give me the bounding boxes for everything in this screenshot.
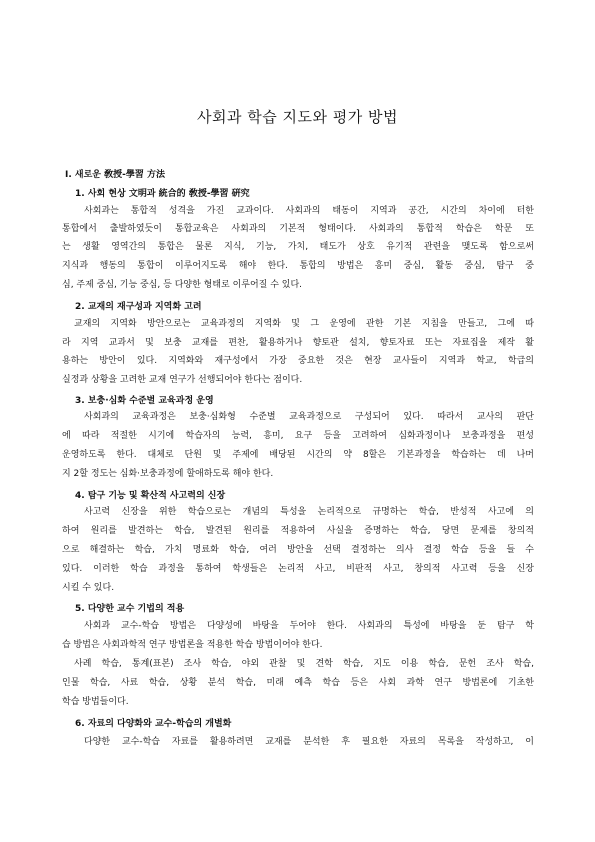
part-heading: Ⅰ. 새로운 敎授-學習 方法 — [65, 170, 165, 180]
paragraph-line: 사회과의 교육과정은 보충·심화형 수준별 교육과정으로 구성되어 있다. 따라서 교사의 판단 — [84, 412, 534, 422]
section-heading-1: 1. 사회 현상 文明과 統合的 敎授-學習 硏究 — [75, 189, 250, 199]
paragraph-line: 지 2할 정도는 심화·보충과정에 할애하도록 해야 한다. — [62, 469, 274, 479]
document-title: 사회과 학습 지도와 평가 방법 — [197, 108, 398, 126]
paragraph-line: 라 지역 교과서 및 보충 교재를 편찬, 활용하거나 향토관 설치, 향토자료 또는 자료집을 제작 활 — [62, 338, 534, 348]
paragraph-line: 하여 원리를 발견하는 학습, 발견된 원리를 적용하여 사실을 증명하는 학습, 당면 문제를 창의적 — [62, 526, 534, 536]
section-heading-6: 6. 자료의 다양화와 교수-학습의 개별화 — [75, 719, 232, 729]
paragraph-line: 으로 해결하는 학습, 가치 명료화 학습, 여러 방안을 선택 결정하는 의사 결정 학습 등을 들 수 — [62, 545, 534, 555]
paragraph-line: 는 생활 영역간의 통합은 물론 지식, 기능, 가치, 태도가 상호 유기적 관련을 맺도록 함으로써 — [62, 242, 534, 252]
paragraph-line: 사례 학습, 통계(표본) 조사 학습, 야외 관찰 및 견학 학습, 지도 이용 학습, 문헌 조사 학습, — [74, 659, 534, 669]
paragraph-line: 인물 학습, 사료 학습, 상황 분석 학습, 미래 예측 학습 등은 사회 과학 연구 방법론에 기초한 — [62, 678, 534, 688]
paragraph-line: 사고력 신장을 위한 학습으로는 개념의 특성을 논리적으로 규명하는 학습, 반성적 사고에 의 — [84, 507, 534, 517]
paragraph-line: 운영하도록 한다. 대체로 단원 및 주제에 배당된 시간의 약 8할은 기본과정을 학습하는 데 나머 — [62, 450, 534, 460]
section-heading-5: 5. 다양한 교수 기법의 적용 — [75, 604, 185, 614]
section-heading-2: 2. 교재의 재구성과 지역화 고려 — [75, 302, 202, 312]
paragraph-line: 에 따라 적절한 시기에 학습자의 능력, 흥미, 요구 등을 고려하여 심화과정이나 보충과정을 편성 — [62, 431, 534, 441]
paragraph-line: 있다. 이러한 학습 과정을 통하여 학생들은 논리적 사고, 비판적 사고, 창의적 사고력 등을 신장 — [62, 564, 534, 574]
section-heading-3: 3. 보충·심화 수준별 교육과정 운영 — [75, 396, 214, 406]
paragraph-line: 시킬 수 있다. — [62, 583, 115, 593]
paragraph-line: 실정과 상황을 고려한 교재 연구가 선행되어야 한다는 점이다. — [62, 375, 303, 385]
paragraph-line: 교재의 지역화 방안으로는 교육과정의 지역화 및 그 운영에 관한 기본 지침을 만들고, 그에 따 — [74, 319, 534, 329]
paragraph-line: 사회과 교수-학습 방법은 다양성에 바탕을 두어야 한다. 사회과의 특성에 바탕을 둔 탐구 학 — [84, 621, 534, 631]
paragraph-line: 통합에서 출발하였듯이 통합교육은 사회과의 기본적 형태이다. 사회과의 통합적 학습은 학문 또 — [62, 224, 534, 234]
paragraph-line: 습 방법은 사회과학적 연구 방법론을 적용한 학습 방법이어야 한다. — [62, 640, 323, 650]
paragraph-line: 학습 방법들이다. — [62, 697, 129, 707]
paragraph-line: 사회과는 통합적 성격을 가진 교과이다. 사회과의 태동이 지역과 공간, 시간의 차이에 터한 — [84, 206, 534, 216]
paragraph-line: 용하는 방안이 있다. 지역화와 재구성에서 가장 중요한 것은 현장 교사들이 지역과 학교, 학급의 — [62, 356, 534, 366]
paragraph-line: 지식과 행동의 통합이 이루어지도록 해야 한다. 통합의 방법은 흥미 중심, 활동 중심, 탐구 중 — [62, 261, 534, 271]
section-heading-4: 4. 탐구 기능 및 확산적 사고력의 신장 — [75, 491, 226, 501]
paragraph-line: 심, 주제 중심, 기능 중심, 등 다양한 형태로 이루어질 수 있다. — [62, 280, 303, 290]
paragraph-line: 다양한 교수-학습 자료를 활용하려면 교재를 분석한 후 필요한 자료의 목록을 작성하고, 이 — [84, 737, 534, 747]
